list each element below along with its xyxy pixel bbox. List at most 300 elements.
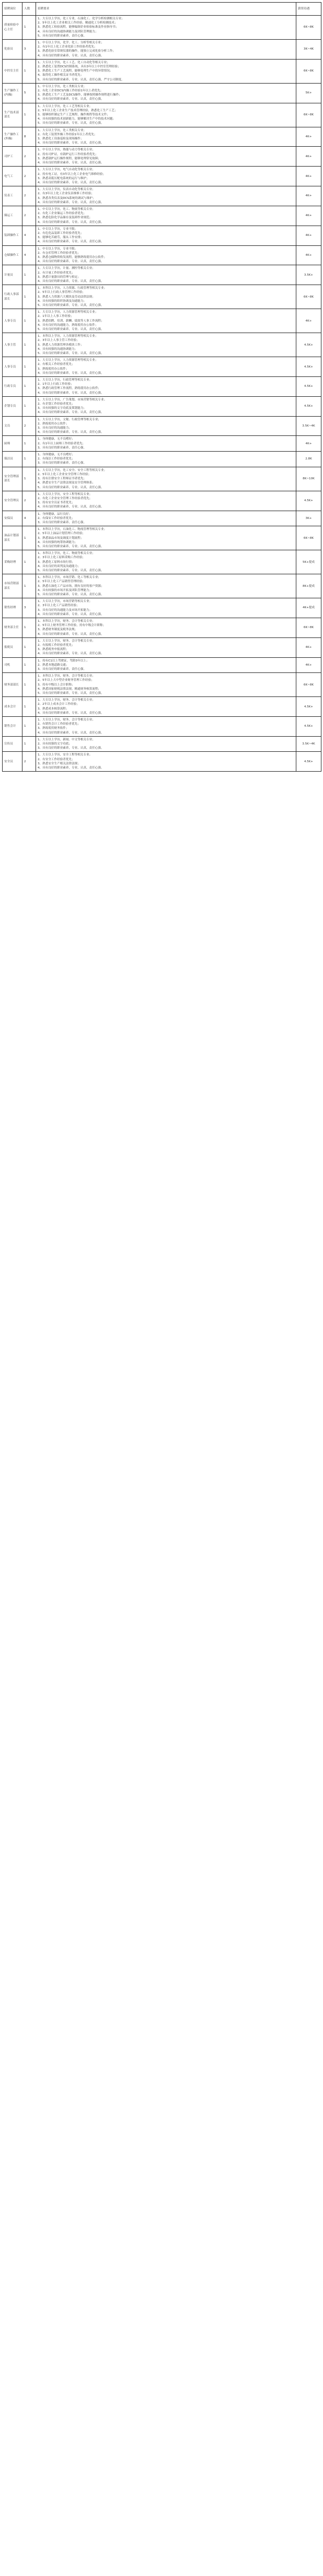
requirement-line: 1、本科以上学历，财务、会计等相关专业； — [38, 675, 95, 678]
requirement-line: 2、5年以上化工企业相关工作经验，精通化工分析检测技术； — [38, 21, 118, 25]
table-row — [3, 467, 321, 491]
requirement-line: 2、1年以上行政工作经验； — [38, 383, 74, 386]
requirement-line: 1、大专以上学历，财务、会计等相关专业； — [38, 718, 95, 722]
position-cell: 中控室主任 — [3, 59, 22, 83]
requirement-line: 5、具有良好的职业素养，专业、认真，责任心强。 — [38, 122, 104, 125]
table-row — [3, 103, 321, 127]
requirement-line: 4、具有良好的职业素养，专业、认真，责任心强。 — [38, 652, 104, 656]
table-row — [3, 697, 321, 717]
table-header-row — [3, 3, 321, 16]
requirement-line: 4、具有良好的职业素养，专业、认真，责任心强。 — [38, 505, 104, 509]
requirement-line: 4、具有良好的职业素养，专业、认真，责任心强。 — [38, 391, 104, 395]
requirement-line: 1、本科以上学历，石油化工、物流管理等相关专业； — [38, 528, 107, 531]
requirement-line: 1、中专以上学历，热能与动力等相关专业； — [38, 148, 95, 152]
requirements-cell — [36, 245, 296, 265]
salary-cell: 4K+ — [296, 147, 321, 167]
salary-cell: 6K~8K — [296, 59, 321, 83]
salary-cell: 3.5K~4K — [296, 736, 321, 752]
requirement-line: 2、有1年以上化工企业化验工作经验者优先； — [38, 45, 97, 49]
position-cell: 宣传员 — [3, 736, 22, 752]
requirement-line: 2、有化工企业储运工作经验者优先； — [38, 212, 87, 216]
requirement-line: 2、5年以上化工产品销售管理经验； — [38, 580, 86, 584]
requirement-line: 1、本科以上学历，化工、物流等相关专业； — [38, 552, 95, 556]
count-cell: 1 — [22, 309, 36, 333]
requirements-cell — [36, 285, 296, 309]
requirement-line: 4、具有良好的职业素养，专业、认真，责任心强。 — [38, 260, 104, 264]
position-cell: 储运工 — [3, 206, 22, 226]
requirement-line: 3、熟悉税务申报流程； — [38, 648, 69, 652]
requirement-line: 2、有保安工作经验者优先； — [38, 516, 75, 520]
table-row — [3, 285, 321, 309]
requirement-line: 4、具有良好的职业素养，专业、认真，责任心强。 — [38, 279, 104, 283]
requirements-cell — [36, 396, 296, 416]
table-row — [3, 618, 321, 637]
requirement-line: 3、熟悉危险化学品储存及装卸作业规范； — [38, 216, 93, 220]
requirements-cell — [36, 511, 296, 526]
requirement-line: 1、大专以上学历，安全工程等相关专业； — [38, 492, 93, 496]
requirement-line: 1、大专以上学历，人力资源管理等相关专业； — [38, 311, 98, 314]
position-cell: 安全管理部部长 — [3, 467, 22, 491]
table-row — [3, 333, 321, 357]
requirement-line: 4、具有良好的职业素养，专业、认真，责任心强。 — [38, 731, 104, 735]
requirement-line: 3、熟悉化工设备巡检及现场操作； — [38, 137, 84, 141]
requirement-line: 1、身体健康，无不良嗜好； — [38, 453, 75, 457]
requirement-line: 4、熟悉国家财税法律法规，精通财务核算流程； — [38, 687, 101, 691]
requirement-line: 2、3年以上人事主管工作经验； — [38, 339, 79, 342]
requirements-cell — [36, 206, 296, 226]
requirement-line: 2、有化工企业DCS内操工作经验1年以上者优先； — [38, 89, 103, 93]
position-cell: 装卸操作工 — [3, 226, 22, 245]
salary-cell: 4.5K+ — [296, 396, 321, 416]
requirement-line: 3、熟练使用办公软件； — [38, 367, 69, 371]
requirement-line: 1、中专以上学历，化工、物流等相关专业； — [38, 207, 95, 211]
requirement-line: 2、熟练使用办公软件； — [38, 422, 69, 426]
requirement-line: 2、3年以上化工产品销售经验； — [38, 604, 79, 608]
count-cell: 2 — [22, 491, 36, 511]
requirement-line: 5、具有良好的职业素养，专业、认真，责任心强。 — [38, 486, 104, 489]
requirement-line: 1、大专以上学历，仪表自动化等相关专业； — [38, 188, 95, 192]
table-row — [3, 752, 321, 772]
requirement-line: 1、大专以上学历，化工工艺等相关专业； — [38, 104, 93, 108]
table-row — [3, 147, 321, 167]
salary-cell: 3K~4K — [296, 40, 321, 60]
position-cell: 采购经理 — [3, 550, 22, 574]
requirement-line: 1、大专以上学历，财务、会计等相关专业； — [38, 639, 95, 643]
requirement-line: 3、熟悉锅炉运行操作规程，能够处理常见故障； — [38, 157, 101, 160]
table-row — [3, 309, 321, 333]
requirement-line: 2、持有电工证，有3年以上化工企业电气维修经验； — [38, 172, 106, 176]
table-row — [3, 452, 321, 467]
requirement-line: 2、2年以上成本会计工作经验； — [38, 703, 79, 706]
requirement-line: 2、1年以上人事工作经验； — [38, 315, 74, 318]
salary-cell: 4K+ — [296, 657, 321, 673]
position-cell: 电气工 — [3, 167, 22, 186]
salary-cell: 4K+ — [296, 127, 321, 147]
count-cell: 1 — [22, 637, 36, 657]
count-cell: 1 — [22, 574, 36, 598]
table-row — [3, 598, 321, 618]
requirement-line: 5、具有良好的职业素养，专业、认真，责任心强。 — [38, 352, 104, 356]
requirement-line: 1、大专以上学历，化工工艺、化工自动化等相关专业； — [38, 61, 110, 64]
requirement-line: 2、5年以上财务管理工作经验，持有中级会计职称； — [38, 624, 106, 628]
salary-cell: 4K+提成 — [296, 598, 321, 618]
position-cell: 安全管理员 — [3, 491, 22, 511]
requirement-line: 2、有相关工作经验者优先； — [38, 363, 75, 367]
requirement-line: 5、具有良好的职业素养，专业、认真，责任心强。 — [38, 692, 104, 695]
count-cell: 1 — [22, 377, 36, 397]
requirements-cell — [36, 618, 296, 637]
requirement-line: 3、熟悉计量器具的管理与检定； — [38, 275, 80, 279]
table-row — [3, 127, 321, 147]
requirement-line: 1、本科以上学历，财务、会计等相关专业； — [38, 619, 95, 623]
requirement-line: 1、大专以上学历，广告策划、市场营销等相关专业； — [38, 398, 107, 401]
requirements-cell — [36, 83, 296, 103]
requirement-line: 3、持有中级以上会计职称； — [38, 683, 75, 687]
requirements-cell — [36, 452, 296, 467]
requirement-line: 2、5年以上化工企业安全管理工作经验； — [38, 472, 91, 476]
count-cell: 2 — [22, 167, 36, 186]
salary-cell: 8K~10K — [296, 467, 321, 491]
requirement-line: 3、熟悉成本核算流程； — [38, 707, 69, 711]
requirement-line: 2、有报税工作经验者优先； — [38, 644, 75, 647]
table-row — [3, 736, 321, 752]
requirement-line: 4、具有良好的沟通能力，熟练使用办公软件； — [38, 323, 98, 327]
count-cell: 1 — [22, 452, 36, 467]
salary-cell: 4K+ — [296, 167, 321, 186]
count-cell: 1 — [22, 526, 36, 550]
requirements-cell — [36, 416, 296, 436]
header-requirements: 招聘要求 — [36, 3, 296, 16]
requirement-line: 4、具有良好的沟通协调能力及团队管理能力； — [38, 30, 98, 33]
requirement-line: 4、具有良好的职业素养，专业、认真，责任心强。 — [38, 161, 104, 165]
count-cell: 4 — [22, 226, 36, 245]
requirement-line: 2、持有司炉证，有锅炉运行工作经验者优先； — [38, 152, 98, 156]
requirements-cell — [36, 752, 296, 772]
position-cell: 人事主管 — [3, 333, 22, 357]
requirement-line: 3、具有良好的职业素养，责任心强。 — [38, 446, 87, 450]
requirement-line: 1、本科以上学历，市场营销、化工等相关专业； — [38, 576, 101, 580]
requirement-line: 4、具有良好的职业素养，专业、认真，责任心强。 — [38, 200, 104, 204]
requirement-line: 3、熟悉化验室常规仪器的操作，能独立完成化验分析工作； — [38, 50, 116, 53]
count-cell: 1 — [22, 103, 36, 127]
table-row — [3, 357, 321, 377]
salary-cell: 5K+提成 — [296, 550, 321, 574]
salary-cell: 6K~8K — [296, 16, 321, 40]
position-cell: 财务部主任 — [3, 618, 22, 637]
requirement-line: 2、5年以上行政人事管理工作经验； — [38, 291, 86, 294]
requirements-cell — [36, 147, 296, 167]
requirements-cell — [36, 574, 296, 598]
requirements-cell — [36, 357, 296, 377]
requirement-line: 4、取得化工操作相关证书者优先； — [38, 74, 84, 77]
requirement-line: 1、大专以上学历，人力资源管理等相关专业； — [38, 359, 98, 362]
salary-cell: 6K~8K — [296, 103, 321, 127]
requirement-line: 1、大专以上学历，行政管理等相关专业； — [38, 379, 93, 382]
requirement-line: 3、熟悉各类仪表及DCS系统的调试与维护； — [38, 196, 96, 200]
requirement-line: 2、有安全工作经验者优先； — [38, 758, 75, 761]
table-row — [3, 436, 321, 452]
count-cell: 4 — [22, 245, 36, 265]
count-cell: 2 — [22, 147, 36, 167]
table-row — [3, 40, 321, 60]
requirement-line: 1、大专以上学历，化工类相关专业； — [38, 128, 87, 132]
requirement-line: 5、具有良好的职业素养，专业、认真，责任心强，严守公司制度。 — [38, 78, 124, 81]
requirement-line: 3、具有良好的职业素养，责任心强。 — [38, 521, 87, 524]
requirement-line: 3、熟悉油品市场及调度计划流程； — [38, 536, 84, 540]
position-cell: 报税员 — [3, 637, 22, 657]
position-cell: 人事专员 — [3, 357, 22, 377]
requirements-cell — [36, 657, 296, 673]
requirements-cell — [36, 637, 296, 657]
requirements-cell — [36, 127, 296, 147]
requirement-line: 1、中专以上学历，化工类相关专业； — [38, 85, 87, 88]
requirements-cell — [36, 467, 296, 491]
table-row — [3, 637, 321, 657]
count-cell: 3 — [22, 598, 36, 618]
requirement-line: 4、具有较强的统筹协调能力； — [38, 540, 78, 544]
requirement-line: 3、具有良好的职业素养，专业、认真，责任心强。 — [38, 747, 104, 750]
requirements-cell — [36, 491, 296, 511]
salary-cell: 4K+ — [296, 637, 321, 657]
table-row — [3, 396, 321, 416]
requirement-line: 3、持有注册安全工程师证书者优先； — [38, 477, 87, 481]
requirement-line: 3、具有良好的职业素养，责任心强。 — [38, 462, 87, 465]
count-cell: 1 — [22, 697, 36, 717]
requirements-cell — [36, 59, 296, 83]
requirement-line: 5、具有良好的职业素养，专业、认真，责任心强。 — [38, 545, 104, 548]
count-cell: 4 — [22, 511, 36, 526]
table-row — [3, 717, 321, 737]
requirement-line: 1、本科以上学历，人力资源、行政管理等相关专业； — [38, 287, 107, 290]
requirement-line: 1、本科以上学历，人力资源管理等相关专业； — [38, 335, 98, 338]
requirement-line: 3、熟悉财务制度及税务法规； — [38, 628, 78, 632]
requirements-cell — [36, 40, 296, 60]
position-cell: 厨师 — [3, 436, 22, 452]
count-cell: 1 — [22, 657, 36, 673]
requirement-line: 2、熟悉本地道路交通； — [38, 663, 69, 667]
requirement-line: 3、熟练使用财务软件； — [38, 727, 69, 730]
requirement-line: 3、能够吃苦耐劳，服从工作安排； — [38, 236, 84, 240]
requirement-line: 2、有危化品装卸工作经验者优先； — [38, 231, 84, 235]
salary-cell: 4K+ — [296, 206, 321, 226]
requirements-cell — [36, 736, 296, 752]
requirement-line: 2、有化工企业安全管理工作经验者优先； — [38, 497, 93, 500]
requirement-line: 1、大专以上学历，市场营销等相关专业； — [38, 600, 93, 604]
header-position: 招聘岗位 — [3, 3, 22, 16]
requirement-line: 1、大专以上学历，安全工程等相关专业； — [38, 753, 93, 757]
table-row — [3, 265, 321, 285]
requirement-line: 1、中专以上学历，专业不限； — [38, 247, 78, 251]
table-row — [3, 550, 321, 574]
count-cell: 1 — [22, 396, 36, 416]
requirements-cell — [36, 717, 296, 737]
position-cell: 生产技术部部长 — [3, 103, 22, 127]
table-row — [3, 526, 321, 550]
requirement-line: 4、具有良好的职业素养，专业、认真，责任心强。 — [38, 371, 104, 375]
requirement-line: 2、有销售会计工作经验者优先； — [38, 723, 80, 726]
requirements-cell — [36, 16, 296, 40]
count-cell: 3 — [22, 40, 36, 60]
requirement-line: 4、具有良好的谈判及沟通能力； — [38, 564, 80, 568]
requirements-cell — [36, 526, 296, 550]
requirement-line: 2、有仓库管理工作经验者优先； — [38, 251, 80, 255]
position-cell: 仓储操作工 — [3, 245, 22, 265]
position-cell: 计量员 — [3, 265, 22, 285]
requirement-line: 1、大专以上学历，新闻、中文等相关专业； — [38, 738, 95, 741]
salary-cell: 3K+ — [296, 511, 321, 526]
requirement-line: 3、熟悉化工原料市场行情； — [38, 560, 75, 564]
requirement-line: 2、有计量工作经验者优先； — [38, 271, 75, 275]
requirement-line: 4、具有良好的职业素养，专业、认真，责任心强。 — [38, 141, 104, 145]
requirement-line: 3、熟悉仓储物资收发流程，能够熟练使用办公软件； — [38, 255, 107, 259]
table-row — [3, 377, 321, 397]
count-cell: 5 — [22, 83, 36, 103]
requirement-line: 1、大专以上学历，财务、会计等相关专业； — [38, 699, 95, 702]
requirement-line: 2、熟悉化工装置DCS控制系统，具有3年以上中控室管理经验； — [38, 65, 121, 69]
salary-cell: 4.5K+ — [296, 752, 321, 772]
salary-cell: 4K+ — [296, 309, 321, 333]
requirement-line: 2、5年以上大中型企业财务管理工作经验； — [38, 679, 94, 682]
count-cell: 2 — [22, 206, 36, 226]
requirement-line: 1、持有C1以上驾驶证，驾龄3年以上； — [38, 659, 89, 663]
requirements-cell — [36, 309, 296, 333]
salary-cell: 6K~8K — [296, 618, 321, 637]
requirements-cell — [36, 598, 296, 618]
requirement-line: 4、具有良好的职业素养，专业、认真，责任心强。 — [38, 98, 104, 101]
salary-cell: 4.5K+ — [296, 491, 321, 511]
requirements-cell — [36, 550, 296, 574]
requirement-line: 4、具有良好的职业素养，专业、认真，责任心强。 — [38, 54, 104, 57]
count-cell: 1 — [22, 673, 36, 697]
position-cell: 质量检验中心主任 — [3, 16, 22, 40]
salary-cell: 4.5K+ — [296, 697, 321, 717]
requirement-line: 4、具有较强的沟通协调能力； — [38, 347, 78, 351]
position-cell: 市场营销部部长 — [3, 574, 22, 598]
requirement-line: 4、具有良好的职业素养，专业、认真，责任心强。 — [38, 181, 104, 184]
table-row — [3, 511, 321, 526]
salary-cell: 5K+ — [296, 83, 321, 103]
position-cell: 油品计划部部长 — [3, 526, 22, 550]
table-row — [3, 673, 321, 697]
count-cell: 2 — [22, 186, 36, 206]
requirements-cell — [36, 167, 296, 186]
table-row — [3, 167, 321, 186]
salary-cell: 4K+ — [296, 245, 321, 265]
requirement-line: 1、中专以上学历，化学、化工、分析等相关专业； — [38, 41, 104, 45]
position-cell: 行政人事部部长 — [3, 285, 22, 309]
position-cell: 文员 — [3, 416, 22, 436]
count-cell: 1 — [22, 285, 36, 309]
table-row — [3, 491, 321, 511]
requirement-line: 3、熟悉石油化工产品市场，拥有良好的客户资源； — [38, 584, 104, 588]
requirement-line: 3、熟悉人力资源管理各模块工作； — [38, 343, 84, 347]
requirements-cell — [36, 333, 296, 357]
header-count: 人数 — [22, 3, 36, 16]
count-cell: 8 — [22, 127, 36, 147]
requirement-line: 4、具有良好的职业素养，专业、认真，责任心强。 — [38, 220, 104, 224]
salary-cell: 2.8K — [296, 452, 321, 467]
requirement-line: 4、具有较强的组织协调及沟通能力； — [38, 299, 87, 303]
count-cell: 1 — [22, 717, 36, 737]
count-cell: 1 — [22, 59, 36, 83]
position-cell: 行政专员 — [3, 377, 22, 397]
table-row — [3, 574, 321, 598]
position-cell: 化验员 — [3, 40, 22, 60]
position-cell: 保洁员 — [3, 452, 22, 467]
requirements-cell — [36, 265, 296, 285]
salary-cell: 4.5K+ — [296, 333, 321, 357]
requirement-line: 2、有企划工作经验者优先； — [38, 403, 75, 406]
position-cell: 安全员 — [3, 752, 22, 772]
salary-cell: 4K+ — [296, 226, 321, 245]
salary-cell: 4.5K+ — [296, 357, 321, 377]
recruitment-table — [2, 2, 321, 772]
requirement-line: 4、具有良好的职业素养，专业、认真，责任心强。 — [38, 240, 104, 244]
count-cell: 1 — [22, 736, 36, 752]
requirements-cell — [36, 186, 296, 206]
requirement-line: 3、熟悉安全生产相关法律法规； — [38, 762, 80, 765]
salary-cell: 8K+提成 — [296, 574, 321, 598]
position-cell: 生产操作工(外操) — [3, 127, 22, 147]
requirement-line: 2、具有较强的文字功底； — [38, 742, 72, 746]
requirement-line: 1、大专以上学历，文秘、行政管理等相关专业； — [38, 418, 101, 421]
table-row — [3, 16, 321, 40]
position-cell: 人事专员 — [3, 309, 22, 333]
requirement-line: 5、具有良好的职业素养，专业、认真，责任心强。 — [38, 569, 104, 572]
position-cell: 销售经理 — [3, 598, 22, 618]
requirement-line: 5、具有良好的职业素养，专业、认真，责任心强。 — [38, 303, 104, 307]
salary-cell: 3.5K~4K — [296, 416, 321, 436]
table-row — [3, 657, 321, 673]
requirement-line: 1、大专以上学历，化工专业，石油化工、化学分析检测相关专业； — [38, 17, 124, 20]
position-cell: 财务部部长 — [3, 673, 22, 697]
table-row — [3, 416, 321, 436]
requirement-line: 3、熟悉行政管理工作流程，熟练使用办公软件； — [38, 387, 101, 391]
requirement-line: 3、熟悉化工检验流程，能够编制企业检验标准及作业指导书； — [38, 26, 119, 29]
requirement-line: 2、5年以上油品计划管理工作经验； — [38, 532, 86, 536]
requirement-line: 3、熟悉人力资源六大模块及劳动法律法规； — [38, 295, 95, 299]
requirement-line: 3、熟悉化工生产工艺流程，能够处理生产中的异常情况； — [38, 69, 113, 73]
requirement-line: 1、大专以上学历，计量、测控等相关专业； — [38, 267, 95, 270]
requirement-line: 1、大专以上学历，化工安全、安全工程等相关专业； — [38, 468, 107, 472]
requirement-line: 1、大专以上学历，电气自动化等相关专业； — [38, 168, 95, 172]
requirement-line: 5、具有良好的职业素养，责任心强。 — [38, 34, 87, 38]
position-cell: 安保员 — [3, 511, 22, 526]
requirement-line: 4、具有较强的技术创新能力，能够解决生产中的技术问题； — [38, 117, 116, 121]
requirement-line: 4、具有较强的市场开拓及团队管理能力； — [38, 588, 93, 592]
requirement-line: 3、具有较强的文字功底及策划能力； — [38, 407, 87, 410]
requirement-line: 2、5年以上化工企业生产技术管理经验，熟悉化工生产工艺； — [38, 109, 118, 112]
position-cell: 司机 — [3, 657, 22, 673]
requirement-line: 5、具有良好的职业素养，专业、认真，责任心强。 — [38, 328, 104, 331]
requirement-line: 4、熟悉安全生产法律法规及安全管理体系； — [38, 481, 95, 485]
position-cell: 成本会计 — [3, 697, 22, 717]
count-cell: 2 — [22, 752, 36, 772]
table-row — [3, 59, 321, 83]
requirement-line: 1、中专以上学历，专业不限； — [38, 227, 78, 231]
requirement-line: 2、有化工装置外操工作经验1年以上者优先； — [38, 133, 97, 136]
count-cell: 2 — [22, 416, 36, 436]
count-cell: 1 — [22, 265, 36, 285]
count-cell: 1 — [22, 467, 36, 491]
salary-cell: 4.5K+ — [296, 377, 321, 397]
requirements-cell — [36, 103, 296, 127]
requirement-line: 3、具有良好的沟通能力； — [38, 427, 72, 430]
requirement-line: 3、具有良好的沟通能力及市场开拓能力； — [38, 608, 93, 612]
position-cell: 销售会计 — [3, 717, 22, 737]
requirement-line: 2、有保洁工作经验者优先； — [38, 457, 75, 461]
requirement-line: 4、具有良好的职业素养，专业、认真，责任心强。 — [38, 632, 104, 636]
